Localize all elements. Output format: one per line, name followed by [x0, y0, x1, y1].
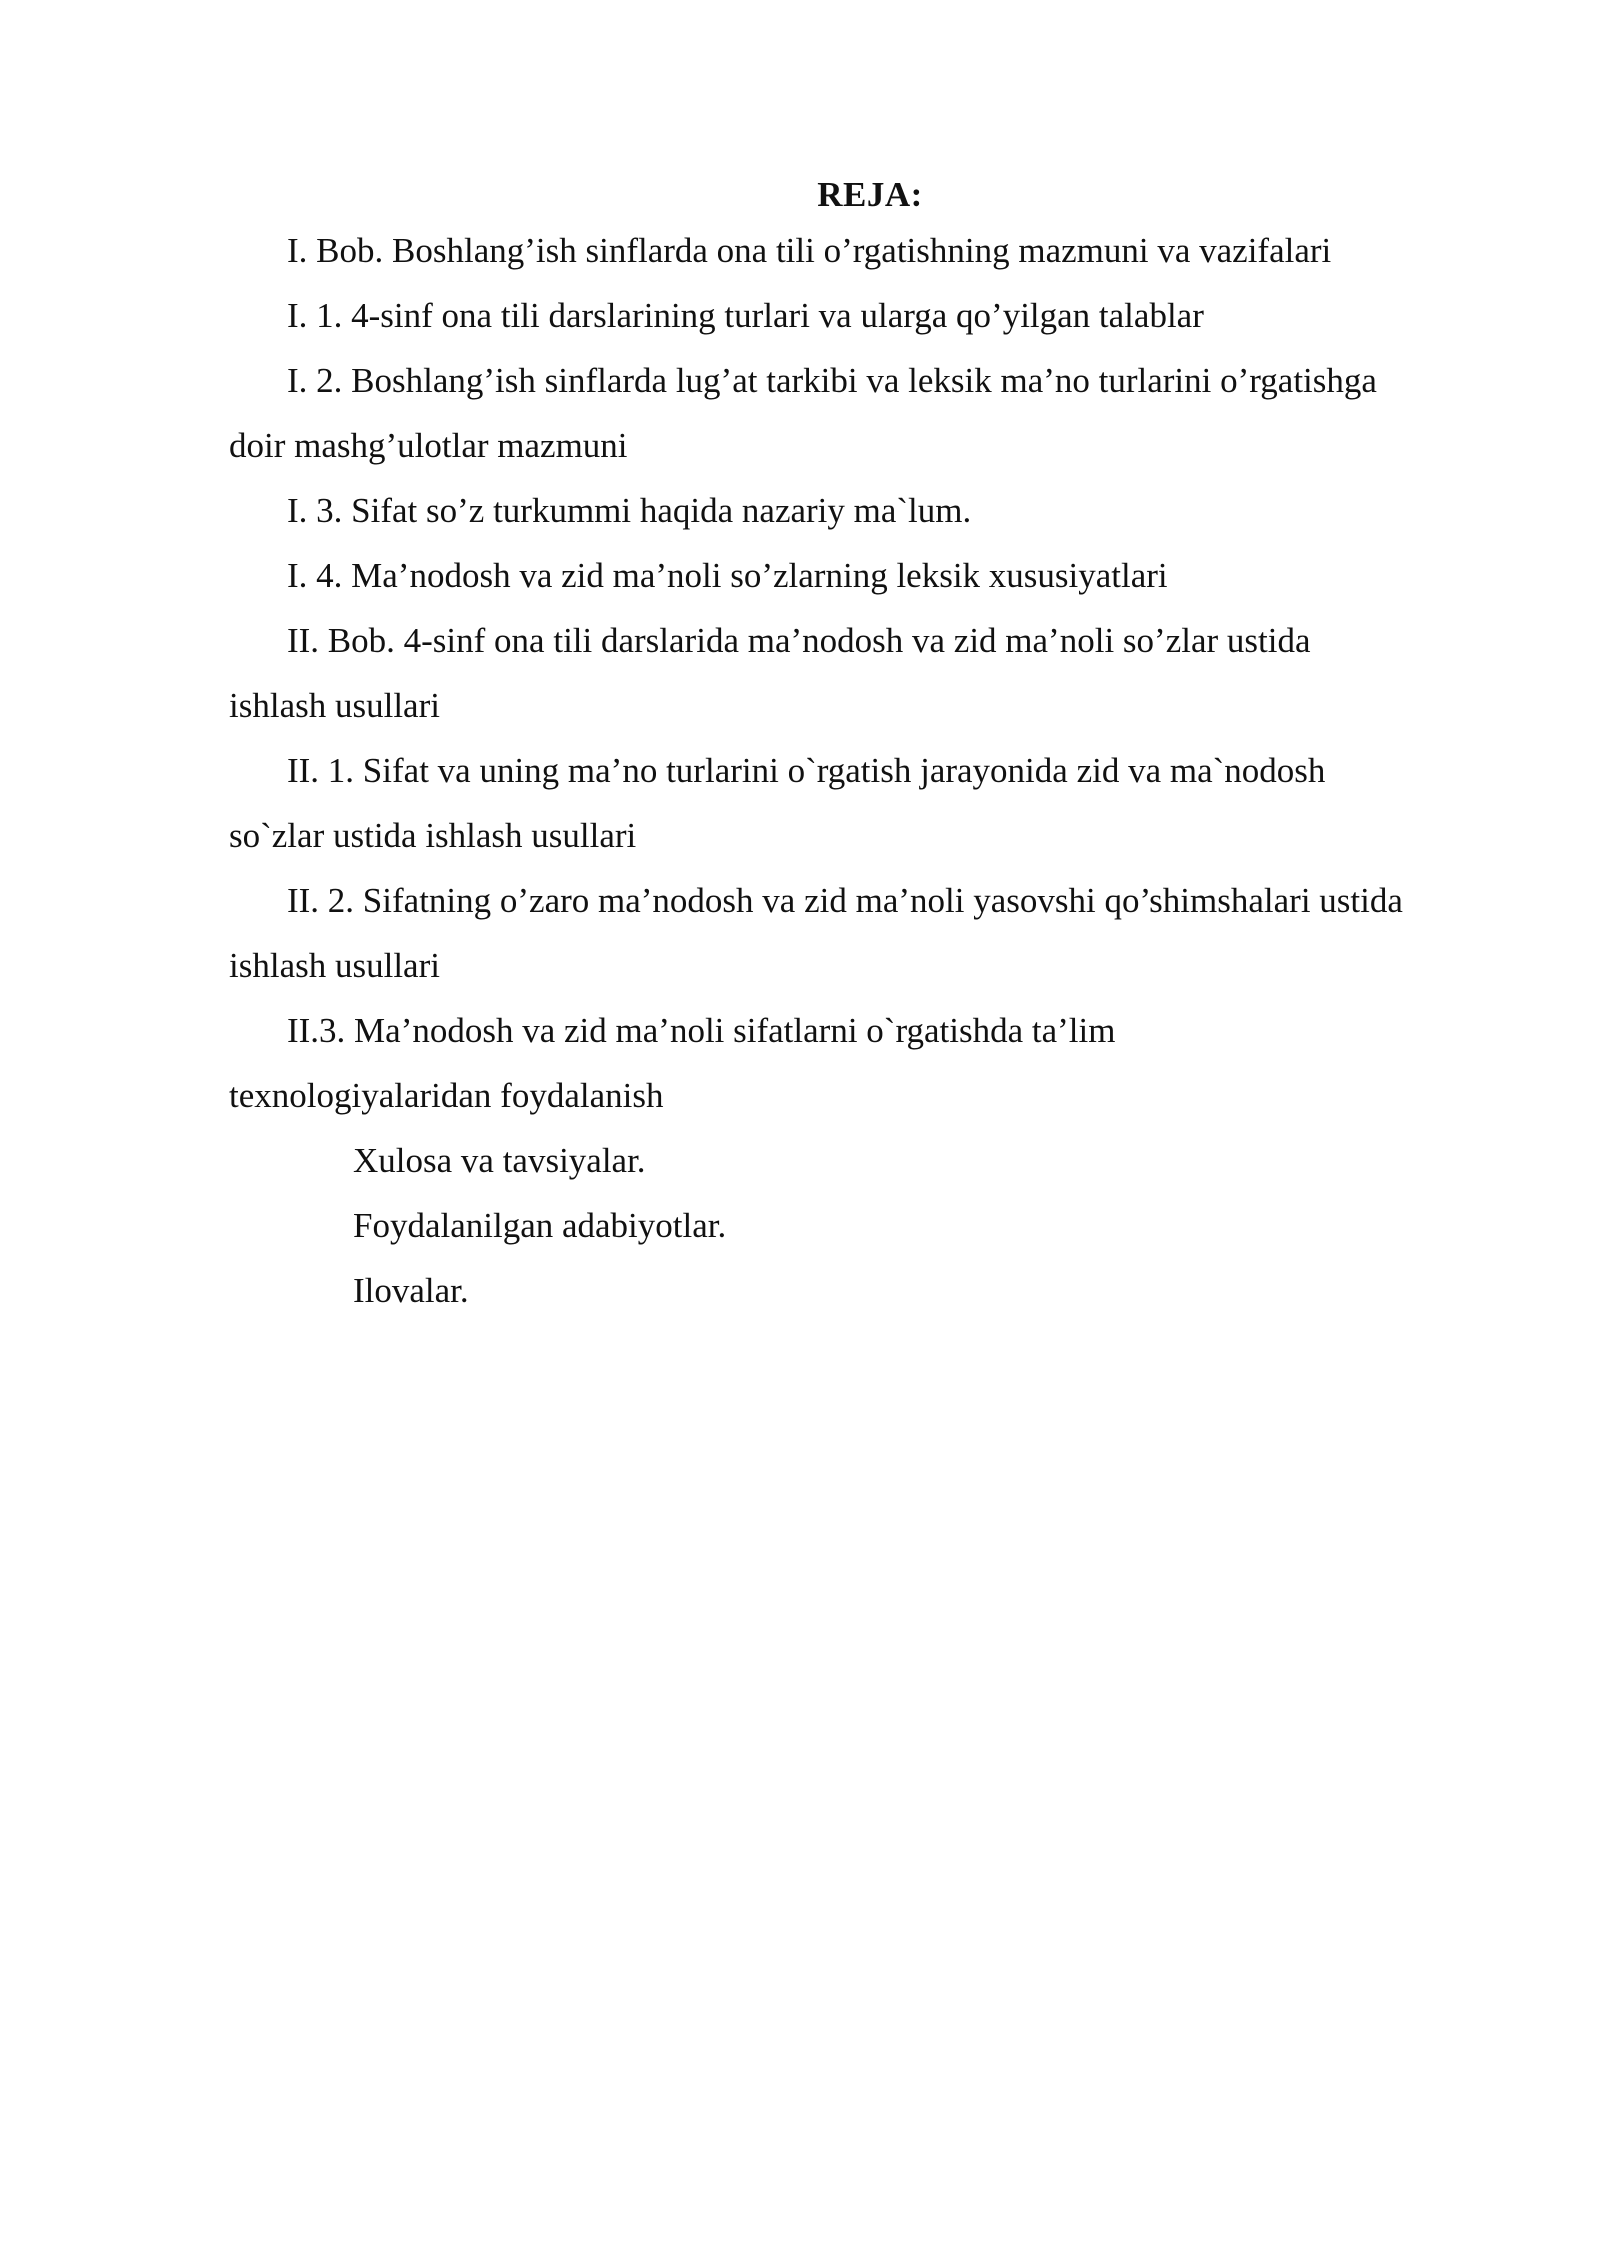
plan-item-1-4: I. 4. Ma’nodosh va zid ma’noli so’zlarning leksik xususiyatlari [287, 556, 1168, 595]
plan-item-chapter-2: II. Bob. 4-sinf ona tili darslarida ma’nodosh va zid ma’noli so’zlar ustida ishlash usullari [229, 621, 1311, 725]
plan-item-2-2: II. 2. Sifatning o’zaro ma’nodosh va zid ma’noli yasovshi qo’shimshalari ustida ishlash usullari [229, 881, 1403, 985]
plan-item-1-3: I. 3. Sifat so’z turkummi haqida nazariy ma`lum. [287, 491, 972, 530]
plan-appendices: Ilovalar. [353, 1271, 469, 1310]
plan-item-1-1: I. 1. 4-sinf ona tili darslarining turlari va ularga qo’yilgan talablar [287, 296, 1204, 335]
plan-item-2-1: II. 1. Sifat va uning ma’no turlarini o`rgatish jarayonida zid va ma`nodosh so`zlar ustida ishlash usullari [229, 751, 1326, 855]
plan-references: Foydalanilgan adabiyotlar. [353, 1206, 727, 1245]
plan-item-1-2: I. 2. Boshlang’ish sinflarda lug’at tarkibi va leksik ma’no turlarini o’rgatishga doir mashg’ulotlar mazmuni [229, 361, 1377, 465]
plan-conclusion: Xulosa va tavsiyalar. [353, 1141, 646, 1180]
page-title: REJA: [817, 175, 923, 214]
plan-item-chapter-1: I. Bob. Boshlang’ish sinflarda ona tili o’rgatishning mazmuni va vazifalari [287, 231, 1332, 270]
plan-item-2-3: II.3. Ma’nodosh va zid ma’noli sifatlarni o`rgatishda ta’lim texnologiyalaridan foydalanish [229, 1011, 1116, 1115]
plan-list [229, 218, 1429, 1323]
